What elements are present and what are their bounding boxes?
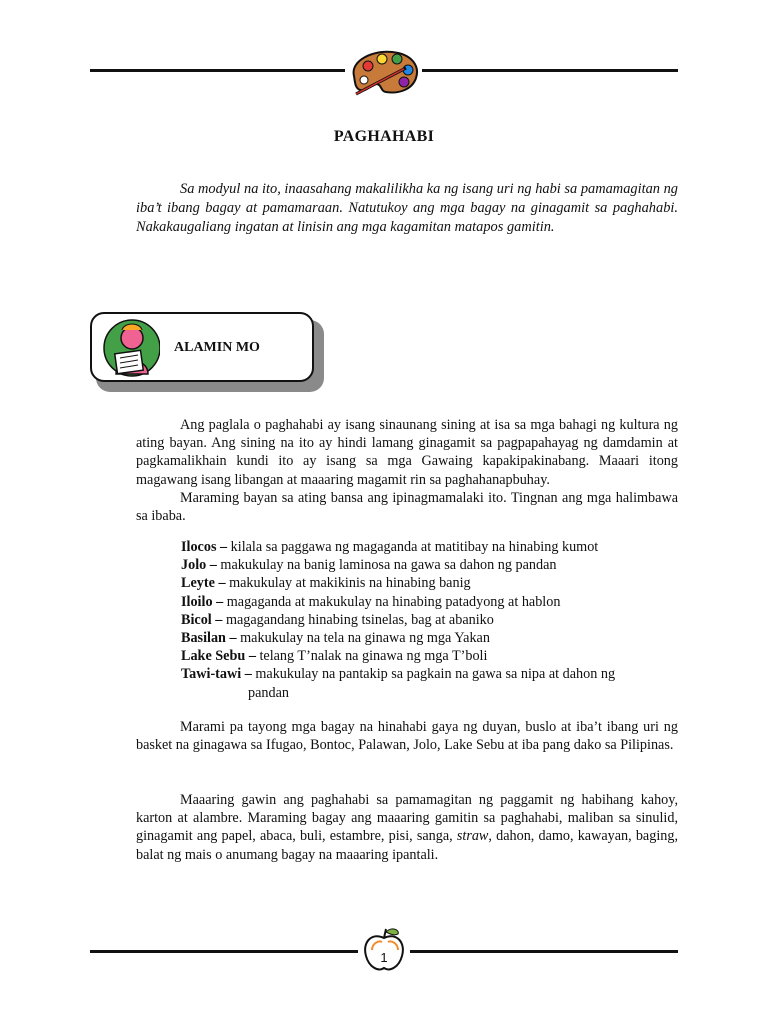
example-description: kilala sa paggawa ng magaganda at matitibay na hinabing kumot [227,539,599,555]
person-reading-icon [102,316,160,378]
example-dash: – [225,630,237,647]
example-description: makukulay na pantakip sa pagkain na gawa sa nipa at dahon ng [251,666,616,683]
example-item [181,647,678,665]
section-label: ALAMIN MO [174,340,260,355]
example-place: Tawi-tawi [181,666,242,683]
header-rule-right [422,69,678,72]
example-description: makukulay na banig laminosa na gawa sa dahon ng pandan [216,557,557,574]
example-description: telang T’nalak na ginawa ng mga T’boli [255,648,488,665]
body-paragraph-3: Marami pa tayong mga bagay na hinahabi gaya ng duyan, buslo at iba’t ibang uri ng basket na ginagawa sa Ifugao, Bontoc, Palawan, Jolo, Lake Sebu at iba pang dako sa Pilipinas. [136,719,678,754]
example-description: magaganda at makukulay na hinabing patadyong at hablon [223,593,561,610]
example-item [181,593,678,611]
example-place: Iloilo [181,593,213,610]
example-dash: – [211,611,223,628]
example-place: Leyte [181,575,215,592]
body-paragraph-2: Maraming bayan sa ating bansa ang ipinagmamalaki ito. Tingnan ang mga halimbawa sa ibaba. [136,489,678,525]
example-item [181,574,678,592]
example-dash: – [206,557,217,574]
example-description: makukulay at makikinis na hinabing banig [225,575,471,592]
example-dash: – [214,575,226,592]
page-title: PAGHAHABI [333,128,435,145]
example-item [181,556,678,574]
footer-rule-right [410,950,678,953]
footer-rule-left [90,950,358,953]
emphasis-straw: straw [456,828,489,845]
example-description-continued: pandan [248,684,289,701]
examples-list [181,538,678,702]
example-place: Jolo [181,557,207,574]
example-item [181,665,678,683]
example-item [181,611,678,629]
example-place: Basilan [181,630,226,647]
example-place: Lake Sebu [181,648,246,665]
example-item [181,629,678,647]
example-item [181,538,678,556]
example-dash: – [212,593,224,610]
example-place: Ilocos [181,539,217,555]
body-paragraph-4: Maaaring gawin ang paghahabi sa pamamagitan ng paggamit ng habihang kahoy, karton at alambre. Maraming bagay ang maaaring gamitin sa paghahabi, maliban sa sinulid, ginagamit ang papel, abaca, buli, estambre, pisi, sanga, straw, dahon, damo, kawayan, baging, balat ng mais o anumang bagay na maaaring ipantali. [136,792,678,863]
page-number: 1 [380,950,388,965]
intro-paragraph: Sa modyul na ito, inaasahang makalilikha ka ng isang uri ng habi sa pamamagitan ng iba’t ibang bagay at pamamaraan. Natutukoy ang mga bagay na ginagamit sa paghahabi. Nakakaugaliang ingatan at linisin ang mga kagamitan matapos gamitin. [136,181,678,235]
example-dash: – [216,539,228,555]
example-place: Bicol [181,611,212,628]
paint-palette-icon [346,48,422,98]
example-description: makukulay na tela na ginawa ng mga Yakan [236,630,490,647]
example-description: magagandang hinabing tsinelas, bag at abaniko [222,611,494,628]
example-dash: – [245,648,256,665]
example-dash: – [241,666,252,683]
body-paragraph-1: Ang paglala o paghahabi ay isang sinaunang sining at isa sa mga bahagi ng kultura ng ating bayan. Ang sining na ito ay hindi lamang ginagamit sa pagpapahayag ng damdamin at pagkamalikhain kundi ito ay isang sa mga Gawaing kapakipakinabang. Maaari itong magawang isang libangan at maaaring magamit rin sa paghahanapbuhay. Maraming bayan sa ating bansa ang ipinagmamalaki ito. Tingnan ang mga halimbawa sa ibaba. [136,417,678,525]
header-rule-left [90,69,345,72]
